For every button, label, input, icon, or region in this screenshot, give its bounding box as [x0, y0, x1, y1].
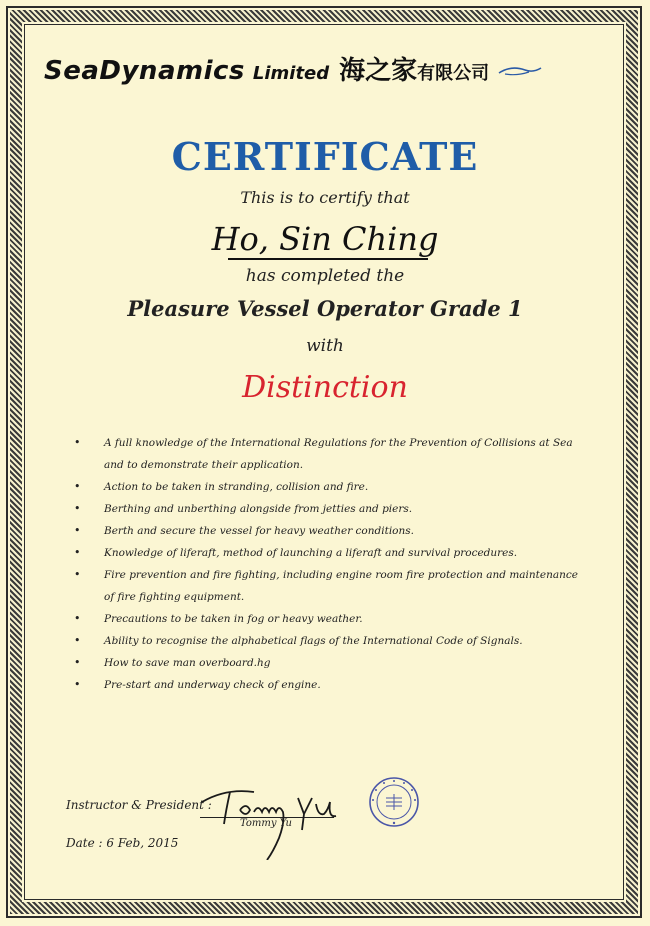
brand-chinese-name: 海之家	[339, 56, 418, 86]
company-logo-icon	[497, 61, 543, 79]
list-item: • How to save man overboard.hg	[74, 652, 584, 674]
company-seal-icon	[368, 776, 420, 828]
with-text: with	[306, 336, 344, 356]
brand-name: SeaDynamics	[44, 56, 245, 86]
instructor-label: Instructor & President :	[66, 798, 212, 812]
recipient-name: Ho, Sin Ching	[211, 220, 439, 258]
recipient-underline	[228, 258, 428, 260]
list-item: • Berth and secure the vessel for heavy weather conditions.	[74, 520, 584, 542]
signer-name: Tommy Yu	[240, 818, 292, 829]
list-item: • A full knowledge of the International Regulations for the Prevention of Collisions at Sea and to demonstrate their application.	[74, 432, 584, 476]
list-item: • Berthing and unberthing alongside from jetties and piers.	[74, 498, 584, 520]
issue-date: Date : 6 Feb, 2015	[66, 836, 179, 850]
company-header	[44, 50, 604, 88]
brand-chinese-suffix: 有限公司	[417, 63, 490, 84]
list-item: • Knowledge of liferaft, method of launching a liferaft and survival procedures.	[74, 542, 584, 564]
list-item: • Pre-start and underway check of engine.	[74, 674, 584, 696]
list-item: • Fire prevention and fire fighting, including engine room fire protection and maintenance of fire fighting equipment.	[74, 564, 584, 608]
certify-text: This is to certify that	[240, 188, 410, 207]
award-level: Distinction	[242, 370, 408, 405]
list-item: • Precautions to be taken in fog or heavy weather.	[74, 608, 584, 630]
list-item: • Action to be taken in stranding, collision and fire.	[74, 476, 584, 498]
brand-suffix: Limited	[252, 63, 330, 84]
certificate-title: CERTIFICATE	[171, 134, 479, 179]
completed-text: has completed the	[245, 266, 405, 286]
competency-list	[74, 432, 584, 696]
course-name: Pleasure Vessel Operator Grade 1	[127, 296, 523, 321]
list-item: • Ability to recognise the alphabetical flags of the International Code of Signals.	[74, 630, 584, 652]
